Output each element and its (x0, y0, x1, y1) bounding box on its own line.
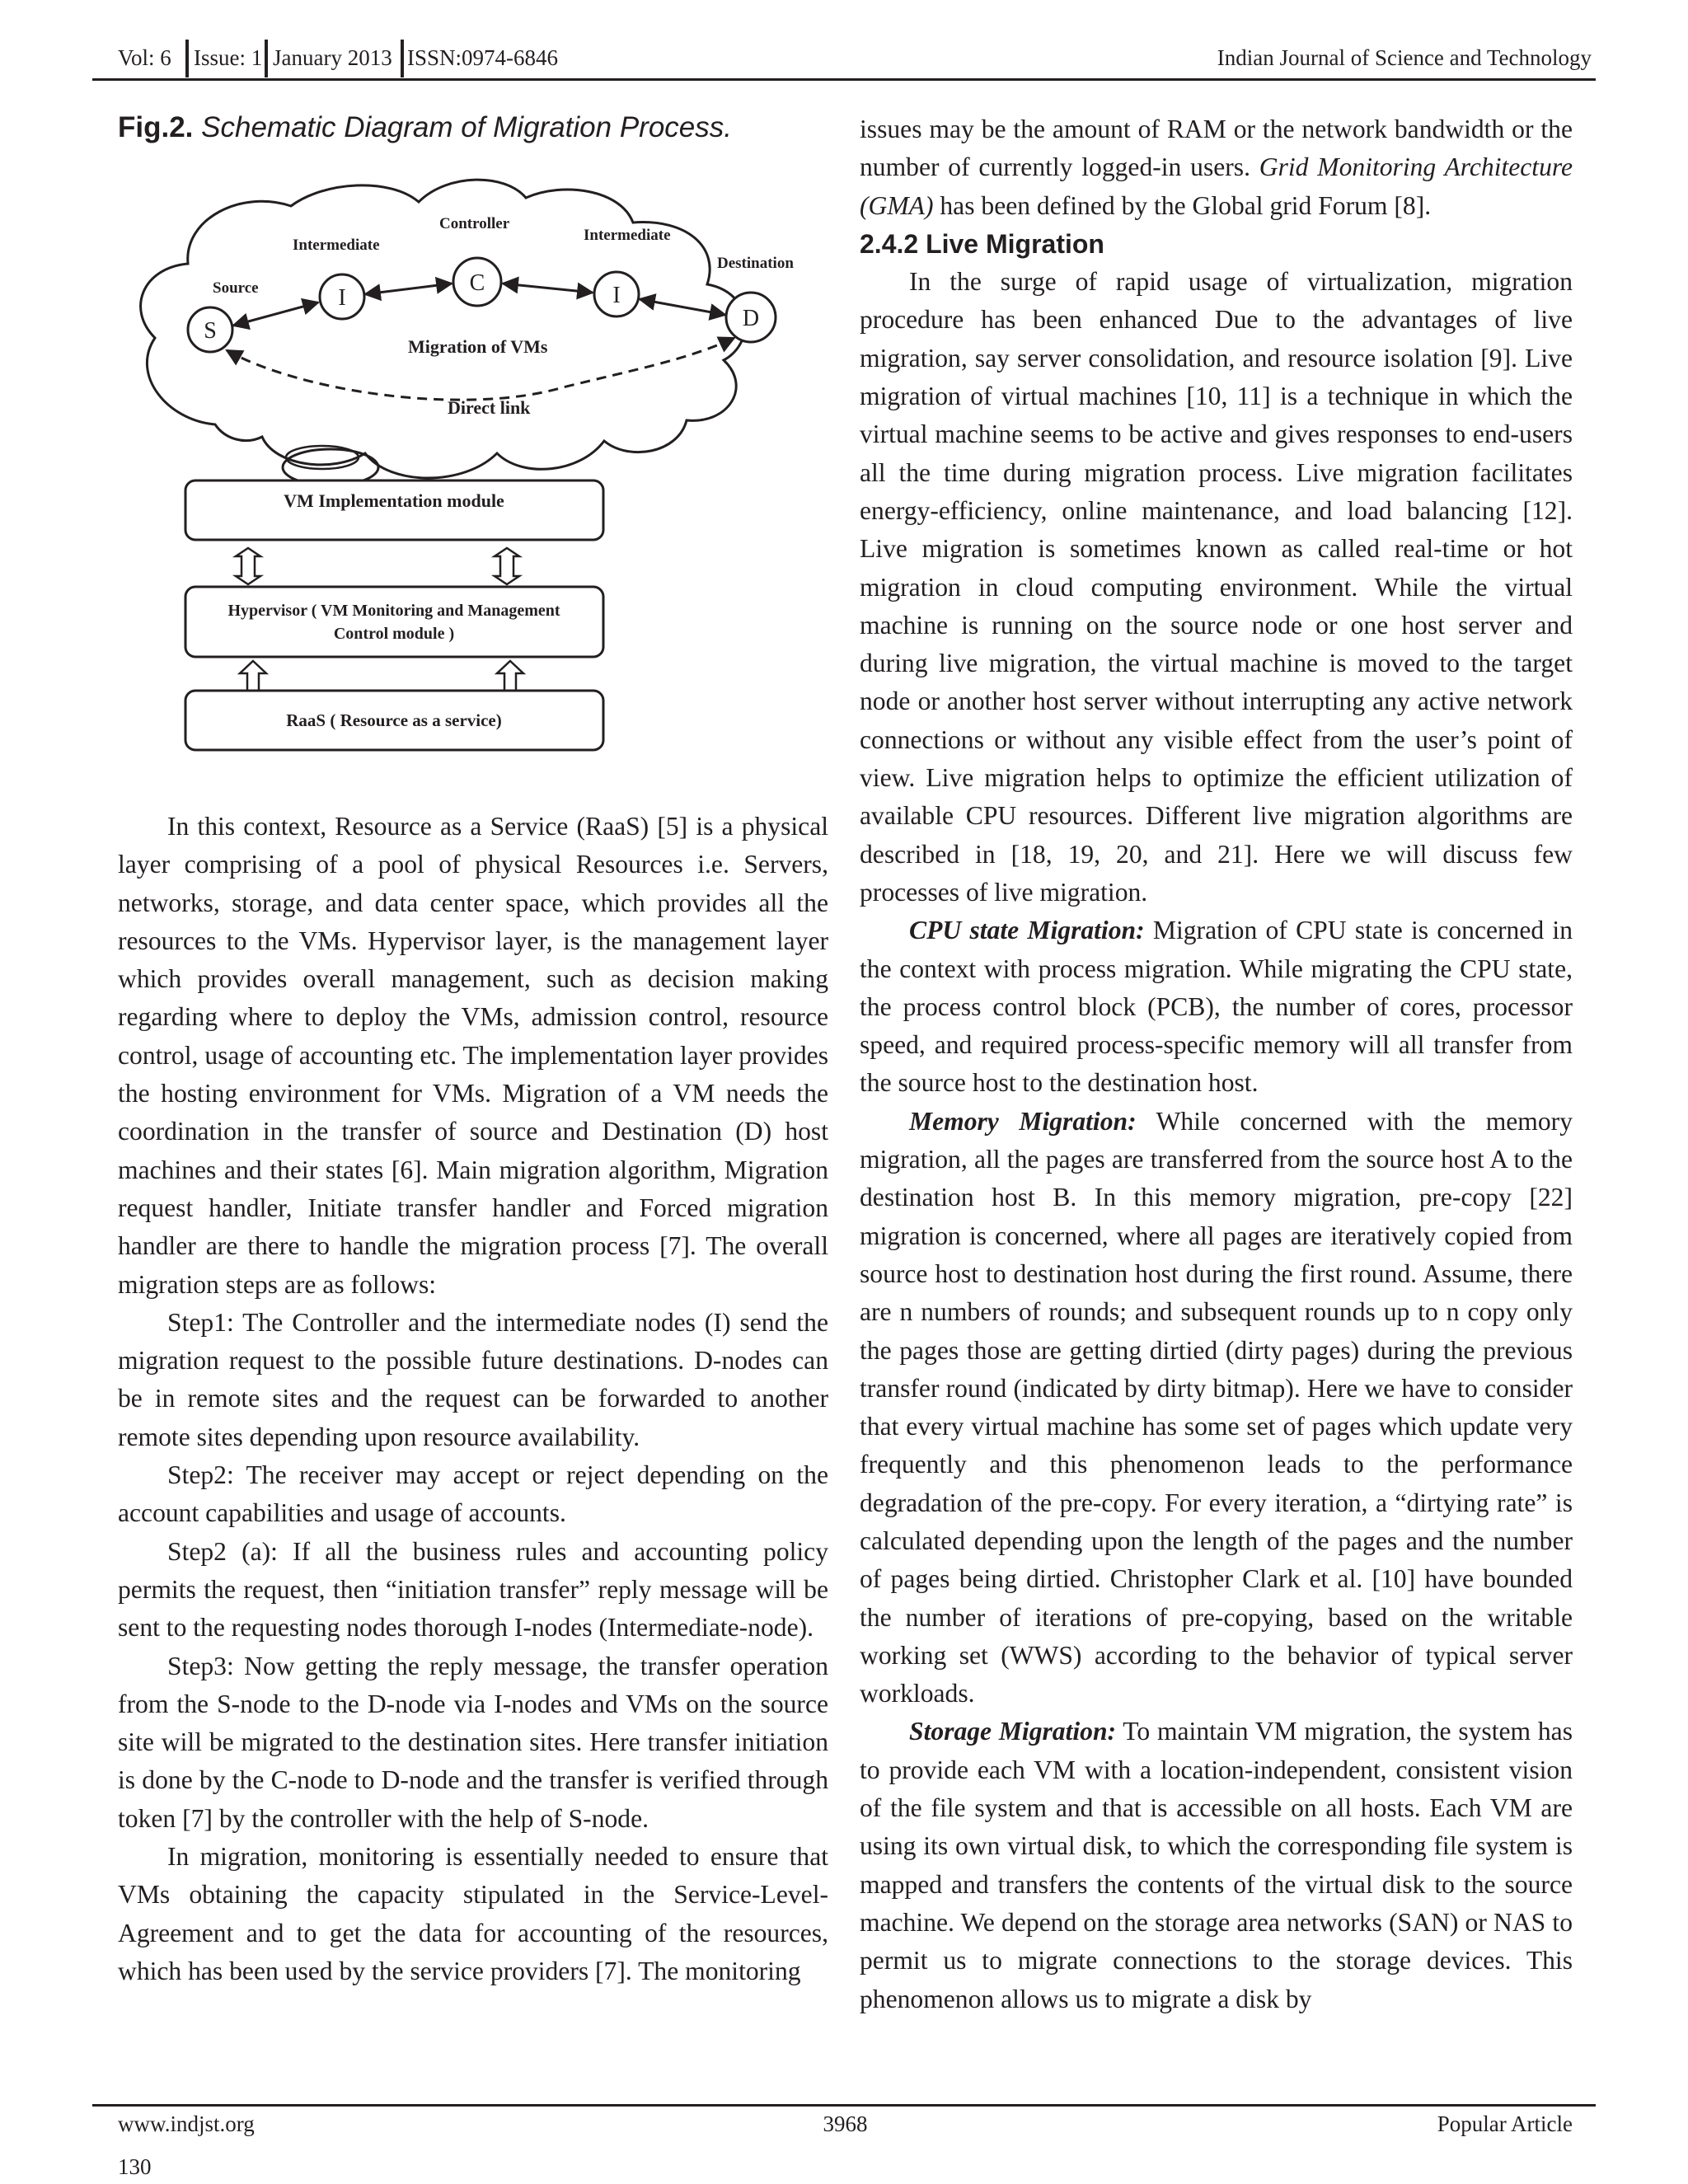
controller-label: Controller (439, 215, 510, 232)
header-issn: ISSN:0974-6846 (407, 45, 559, 70)
up-arrow-left (240, 661, 266, 691)
paragraph: In the surge of rapid usage of virtualization, migration procedure has been enhanced Due to the advantages of live migration, say server consolidation, and resource isolation [9]. Live migration of virtual machines [10, 11] is a technique in which the virtual machine seems to be active and gives responses to end-users all the time during migration process. Live migration facilitates energy-efficiency, online maintenance, and load balancing [12]. Live migration is sometimes known as called real-time or hot migration in cloud computing environment. While the virtual machine is running on the source node or one host server and during live migration, the virtual machine is moved to the target node or another host server without interrupting any active network connections or without any visible effect from the user’s point of view. Live migration helps to optimize the efficient utilization of available CPU resources. Different live migration algorithms are described in [18, 19, 20, and 21]. Here we will discuss few processes of live migration. (860, 267, 1573, 907)
up-arrow-right (497, 661, 523, 691)
header-journal-name: Indian Journal of Science and Technology (1217, 45, 1592, 70)
direct-link-label: Direct link (448, 397, 531, 418)
run-in-heading: Storage Migration: (909, 1717, 1117, 1746)
paragraph (860, 1713, 1573, 2018)
text-run: issues may be the amount of RAM or the network bandwidth or the number of currently logged-in users. (860, 115, 1573, 182)
header-rule (92, 78, 1596, 81)
hypervisor-label-line2: Control module ) (333, 625, 455, 643)
header-divider (401, 40, 404, 77)
figure-label: Fig.2. (118, 111, 194, 143)
footer-rule (92, 2104, 1596, 2107)
figure-title: Schematic Diagram of Migration Process. (201, 111, 732, 143)
header-issue: Issue: 1 (194, 45, 263, 70)
run-in-heading: CPU state Migration: (909, 916, 1145, 945)
figure-caption (118, 111, 732, 144)
paragraph: Step2 (a): If all the business rules and accounting policy permits the request, then “initiation transfer” reply message will be sent to the requesting nodes thorough I-nodes (Intermediate-node). (118, 1536, 828, 1643)
paragraph (860, 912, 1573, 1102)
paragraph: Step3: Now getting the reply message, the transfer operation from the S-node to the D-node via I-nodes and VMs on the source site will be migrated to the destination sites. Here transfer initiation is done by the C-node to D-node and the transfer is verified through token [7] by the controller with the help of S-node. (118, 1651, 828, 1833)
hypervisor-label-line1: Hypervisor ( VM Monitoring and Management (227, 602, 560, 620)
source-label: Source (213, 279, 259, 297)
paragraph: In migration, monitoring is essentially needed to ensure that VMs obtaining the capacity stipulated in the Service-Level-Agreement and to get the data for accounting of the resources, which has been used by the service providers [7]. The monitoring (118, 1842, 828, 1985)
migration-diagram (118, 169, 794, 762)
right-column (860, 110, 1573, 2018)
section-heading: 2.4.2 Live Migration (860, 228, 1104, 259)
text-run: has been defined by the Global grid Forum [8]. (933, 190, 1432, 220)
link-intermediate-destination (640, 299, 725, 315)
run-in-heading: Memory Migration: (909, 1106, 1137, 1136)
controller-node-letter: C (469, 270, 485, 296)
hypervisor-box (185, 587, 603, 657)
footer-website: www.indjst.org (118, 2111, 255, 2136)
intermediate-right-node-letter: I (612, 283, 621, 308)
intermediate-left-node-letter: I (338, 285, 346, 311)
link-intermediate-controller (365, 284, 452, 294)
intermediate-left-label: Intermediate (293, 237, 380, 254)
destination-node-letter: D (742, 306, 760, 331)
text-run: To maintain VM migration, the system has to provide each VM with a location-independent, consistent vision of the file system and that is accessible on all hosts. Each VM are using its own virtual disk, to which the corresponding file system is mapped and transfers the contents of the virtual disk to the source machine. We depend on the storage area networks (SAN) or NAS to permit us to migrate connections to the storage devices. This phenomenon allows us to migrate a disk by (860, 1717, 1573, 2013)
footer-page-center: 3968 (823, 2111, 868, 2136)
paragraph: Step1: The Controller and the intermediate nodes (I) send the migration request to the possible future destinations. D-nodes can be in remote sites and the request can be forwarded to another remote sites depending upon resource availability. (118, 1307, 828, 1451)
source-node-letter: S (204, 318, 217, 344)
migration-of-vms-label: Migration of VMs (408, 336, 548, 357)
header-divider (185, 40, 189, 77)
double-arrow-right (495, 548, 519, 584)
header-volume: Vol: 6 (118, 45, 171, 70)
raas-label: RaaS ( Resource as a service) (286, 710, 502, 730)
header-divider (265, 40, 268, 77)
paragraph: Step2: The receiver may accept or reject depending on the account capabilities and usage of accounts. (118, 1460, 828, 1528)
italic-term: Grid Monitoring Architecture (GMA) (860, 152, 1573, 220)
destination-label: Destination (717, 255, 794, 272)
text-run: While concerned with the memory migration, all the pages are transferred from the source host A to the destination host B. In this memory migration, pre-copy [22] migration is concerned, where all pages are iteratively copied from source host to destination host during the first round. Assume, there are n numbers of rounds; and subsequent rounds up to n copy only the pages those are getting dirtied (dirty pages) during the previous transfer round (indicated by dirty bitmap). Here we have to consider that every virtual machine has some set of pages which update very frequently and this phenomenon leads to the performance degradation of the pre-copy. For every iteration, a “dirtying rate” is calculated depending upon the length of the pages and the number of pages being dirtied. Christopher Clark et al. [10] have bounded the number of iterations of pre-copying, based on the writable working set (WWS) according to the behavior of typical server workloads. (860, 1106, 1573, 1708)
link-source-intermediate (233, 302, 318, 326)
intermediate-right-label: Intermediate (584, 227, 671, 244)
link-controller-intermediate (503, 284, 593, 293)
header-date: January 2013 (273, 45, 392, 70)
paragraph (860, 110, 1573, 225)
running-header (118, 40, 1592, 77)
left-column (118, 808, 828, 1990)
page-number: 130 (118, 2154, 152, 2179)
text-run: Migration of CPU state is concerned in the context with process migration. While migrating the CPU state, the process control block (PCB), the number of cores, processor speed, and required process-specific memory will all transfer from the source host to the destination host. (860, 916, 1573, 1098)
paragraph (860, 1103, 1573, 1713)
paragraph: In this context, Resource as a Service (RaaS) [5] is a physical layer comprising of a pool of physical Resources i.e. Servers, networks, storage, and data center space, which provides all the resources to the VMs. Hypervisor layer, is the management layer which provides overall management, such as decision making regarding where to deploy the VMs, admission control, resource control, usage of accounting etc. The implementation layer provides the hosting environment for VMs. Migration of a VM needs the coordination in the transfer of source and Destination (D) host machines and their states [6]. Main migration algorithm, Migration request handler, Initiate transfer handler and Forced migration handler are there to handle the migration process [7]. The overall migration steps are as follows: (118, 812, 828, 1299)
footer-article-type: Popular Article (1437, 2111, 1573, 2136)
double-arrow-left (236, 548, 260, 584)
running-footer (118, 2111, 1573, 2144)
vm-implementation-label: VM Implementation module (284, 490, 504, 511)
